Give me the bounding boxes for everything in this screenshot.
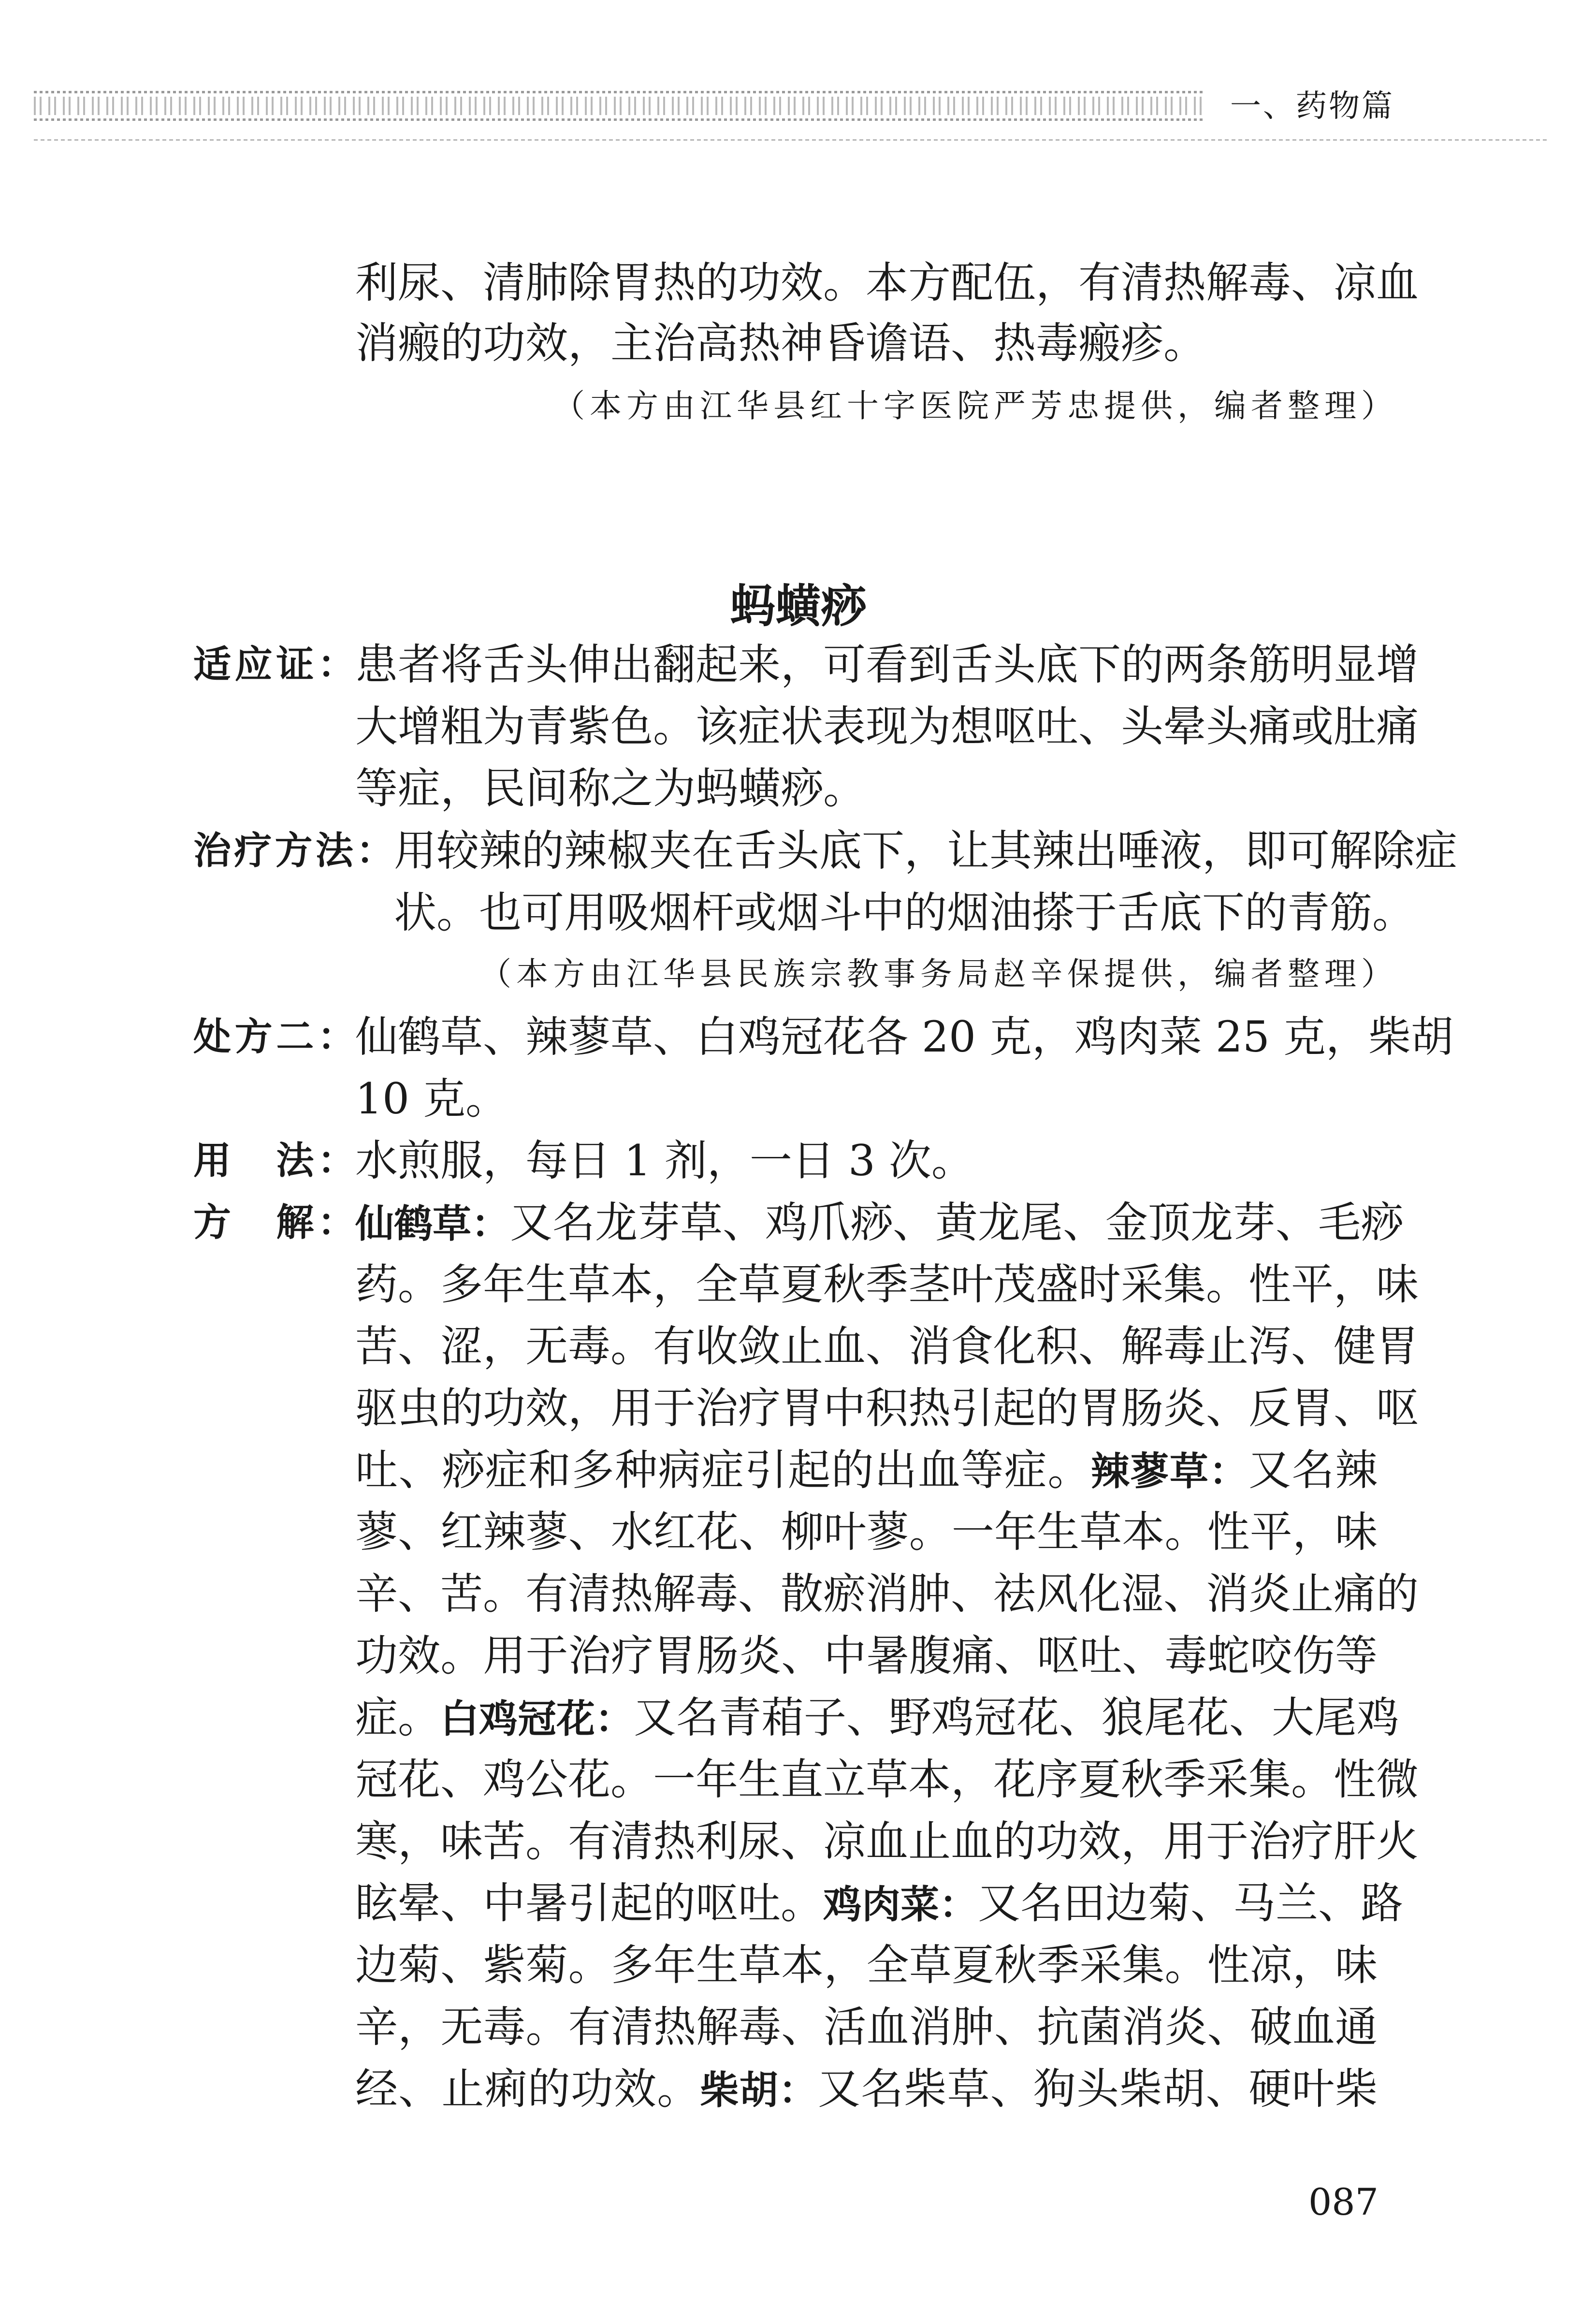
field-label-prescription: 处方二： xyxy=(193,1015,355,1059)
herb-name: 柴胡： xyxy=(700,2068,818,2113)
body-line: 患者将舌头伸出翻起来，可看到舌头底下的两条筋明显增 xyxy=(355,640,1419,689)
body-line: 苦、涩，无毒。有收敛止血、消食化积、解毒止泻、健胃 xyxy=(355,1321,1419,1371)
body-line: 冠花、鸡公花。一年生直立草本，花序夏秋季采集。性微 xyxy=(355,1754,1419,1804)
field-label-explanation: 方 解： xyxy=(193,1201,355,1244)
body-line: 寒，味苦。有清热利尿、凉血止血的功效，用于治疗肝火 xyxy=(355,1816,1419,1866)
header-rule xyxy=(34,139,1547,141)
field-label-usage: 用 法： xyxy=(193,1139,355,1183)
body-line: 驱虫的功效，用于治疗胃中积热引起的胃肠炎、反胃、呕 xyxy=(355,1383,1419,1433)
herb-name: 辣蓼草： xyxy=(1090,1449,1248,1494)
body-line: 症。白鸡冠花：又名青葙子、野鸡冠花、狼尾花、大尾鸡 xyxy=(355,1693,1400,1742)
body-line: 眩晕、中暑引起的呕吐。鸡肉菜：又名田边菊、马兰、路 xyxy=(355,1878,1404,1928)
herb-name: 白鸡冠花： xyxy=(440,1696,634,1741)
section-title: 一、药物篇 xyxy=(1230,88,1394,124)
body-line: 用较辣的辣椒夹在舌头底下，让其辣出唾液，即可解除症 xyxy=(394,826,1458,876)
body-line: 利尿、清肺除胃热的功效。本方配伍，有清热解毒、凉血 xyxy=(355,258,1419,307)
body-line: 大增粗为青紫色。该症状表现为想呕吐、头晕头痛或肚痛 xyxy=(355,702,1419,751)
body-line: 状。也可用吸烟杆或烟斗中的烟油搽于舌底下的青筋。 xyxy=(394,888,1415,937)
body-line: 消瘢的功效，主治高热神昏谵语、热毒瘢疹。 xyxy=(355,318,1206,368)
fret-pattern xyxy=(34,97,1204,115)
body-line: 水煎服，每日 1 剂，一日 3 次。 xyxy=(355,1136,974,1185)
body-line: 边菊、紫菊。多年生草本，全草夏秋季采集。性凉，味 xyxy=(355,1940,1378,1990)
decorative-border-band xyxy=(34,91,1204,121)
herb-name: 仙鹤草： xyxy=(355,1201,510,1246)
herb-name: 鸡肉菜： xyxy=(823,1882,978,1927)
running-header xyxy=(34,82,1547,140)
page-number: 087 xyxy=(1308,2180,1378,2223)
body-line: 吐、痧症和多种病症引起的出血等症。辣蓼草：又名辣 xyxy=(355,1445,1378,1495)
body-line: 功效。用于治疗胃肠炎、中暑腹痛、呕吐、毒蛇咬伤等 xyxy=(355,1631,1378,1681)
body-line: 等症，民间称之为蚂蟥痧。 xyxy=(355,763,866,813)
field-label-treatment: 治疗方法： xyxy=(193,829,394,873)
body-line: 药。多年生草本，全草夏秋季茎叶茂盛时采集。性平，味 xyxy=(355,1259,1419,1309)
body-line: 10 克。 xyxy=(355,1074,508,1124)
body-line: 蓼、红辣蓼、水红花、柳叶蓼。一年生草本。性平，味 xyxy=(355,1507,1378,1557)
body-line: 辛，无毒。有清热解毒、活血消肿、抗菌消炎、破血通 xyxy=(355,2002,1378,2052)
body-line: 仙鹤草：又名龙芽草、鸡爪痧、黄龙尾、金顶龙芽、毛痧 xyxy=(355,1198,1404,1247)
body-line: 经、止痢的功效。柴胡：又名柴草、狗头柴胡、硬叶柴 xyxy=(355,2064,1378,2114)
source-credit: （本方由江华县民族宗教事务局赵辛保提供，编者整理） xyxy=(479,955,1398,993)
section-heading: 蚂蟥痧 xyxy=(729,580,866,633)
source-credit: （本方由江华县红十字医院严芳忠提供，编者整理） xyxy=(553,387,1398,424)
body-line: 仙鹤草、辣蓼草、白鸡冠花各 20 克，鸡肉菜 25 克，柴胡 xyxy=(355,1012,1453,1062)
field-label-indication: 适应证： xyxy=(193,643,355,687)
body-line: 辛、苦。有清热解毒、散瘀消肿、祛风化湿、消炎止痛的 xyxy=(355,1569,1419,1619)
